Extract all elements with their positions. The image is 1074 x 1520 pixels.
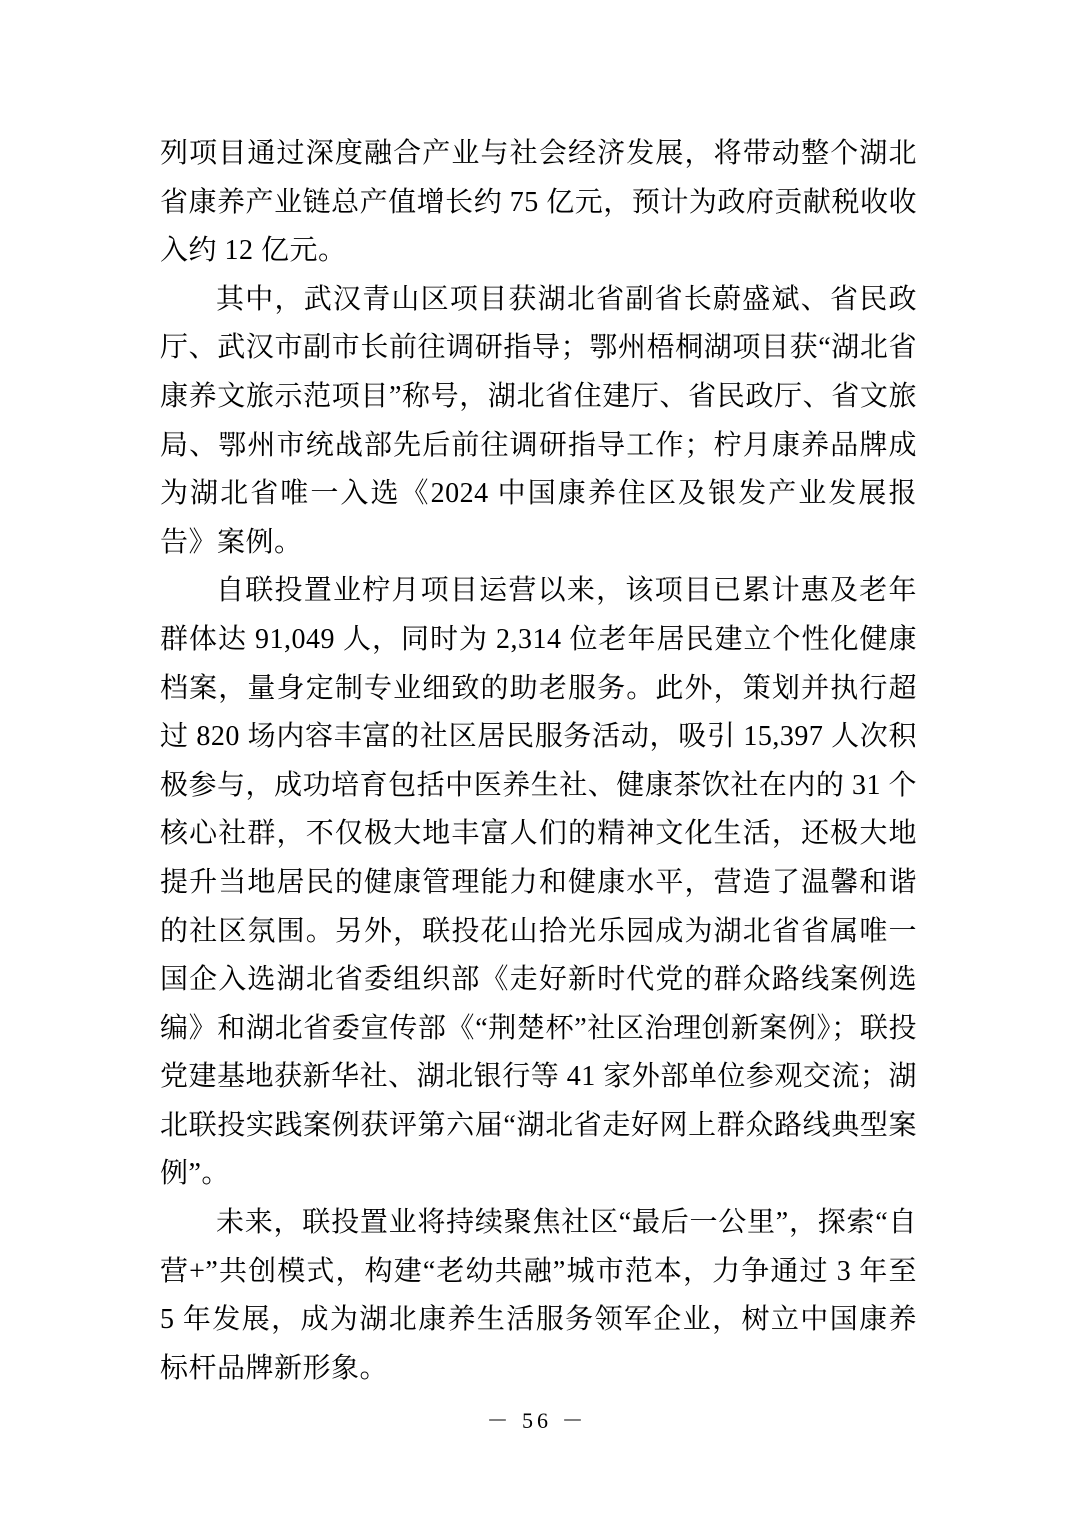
- page-number: － 56 －: [486, 1408, 588, 1433]
- paragraph-continuation: 列项目通过深度融合产业与社会经济发展，将带动整个湖北省康养产业链总产值增长约 75 亿元，预计为政府贡献税收收入约 12 亿元。: [160, 138, 917, 267]
- text-block: [160, 130, 917, 1393]
- paragraph-honors: 其中，武汉青山区项目获湖北省副省长蔚盛斌、省民政厅、武汉市副市长前往调研指导；鄂州梧桐湖项目获“湖北省康养文旅示范项目”称号，湖北省住建厅、省民政厅、省文旅局、鄂州市统战部先后前往调研指导工作；柠月康养品牌成为湖北省唯一入选《2024 中国康养住区及银发产业发展报告》案例。: [160, 283, 917, 558]
- paragraph-operations: 自联投置业柠月项目运营以来，该项目已累计惠及老年群体达 91,049 人，同时为 2,314 位老年居民建立个性化健康档案，量身定制专业细致的助老服务。此外，策划并执行超过 820 场内容丰富的社区居民服务活动，吸引 15,397 人次积极参与，成功培育包括中医养生社、健康茶饮社在内的 31 个核心社群，不仅极大地丰富人们的精神文化生活，还极大地提升当地居民的健康管理能力和健康水平，营造了温馨和谐的社区氛围。另外，联投花山拾光乐园成为湖北省省属唯一国企入选湖北省委组织部《走好新时代党的群众路线案例选编》和湖北省委宣传部《“荆楚杯”社区治理创新案例》；联投党建基地获新华社、湖北银行等 41 家外部单位参观交流；湖北联投实践案例获评第六届“湖北省走好网上群众路线典型案例”。: [160, 575, 917, 1190]
- paragraph-future: 未来，联投置业将持续聚焦社区“最后一公里”，探索“自营+”共创模式，构建“老幼共融”城市范本，力争通过 3 年至 5 年发展，成为湖北康养生活服务领军企业，树立中国康养标杆品牌新形象。: [160, 1207, 917, 1384]
